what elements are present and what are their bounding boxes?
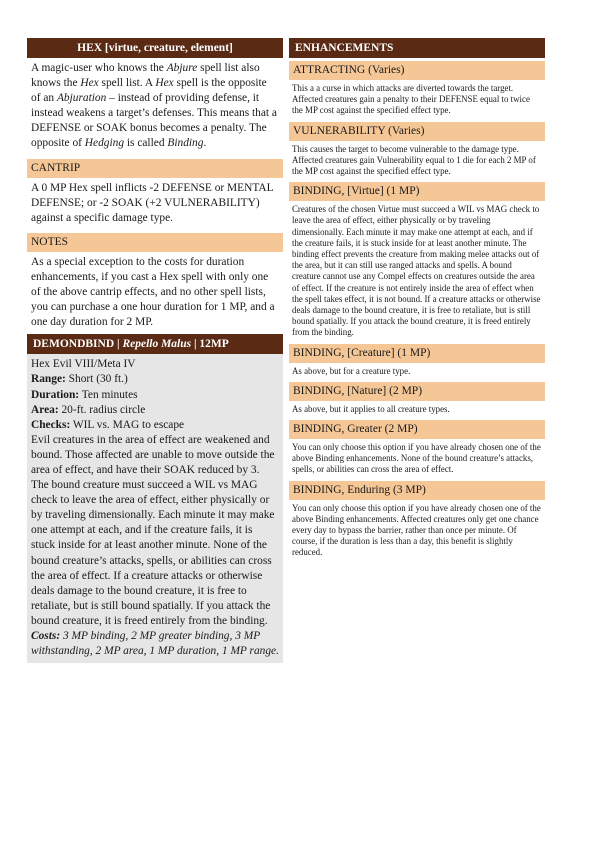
enh-binding-virtue-text: Creatures of the chosen Virtue must succeed a WIL vs MAG check to leave the area of effect, either physically or by traveling dimensionally. Each minute it may make one attempt at each, and if the creature fails, it is stuck inside for at least another minute. The binding effect prevents the creature from making melee attacks out of the area, but it can still use ranged attacks and spells. A bound creature cannot use any Compel effects on creatures outside the area of effect. If the creature is not entirely inside the area of effect when the spell takes effect, it is not bound. If a creature attacks or otherwise deals damage to the bound creature, it is free to retaliate, but is still bound spatially. If you attack the bound creature, it is freed entirely from the binding. bbox=[292, 204, 541, 338]
cantrip-header: CANTRIP bbox=[27, 159, 283, 178]
enh-binding-greater-header: BINDING, Greater (2 MP) bbox=[289, 420, 545, 439]
enhancements-header: ENHANCEMENTS bbox=[289, 38, 545, 58]
enh-attracting-text: This a a curse in which attacks are diverted towards the target. Affected creatures gain a penalty to their DEFENSE equal to twice the MP cost against the specified effect type. bbox=[292, 83, 530, 116]
demonbind-costs: Costs: 3 MP binding, 2 MP greater binding, 3 MP withstanding, 2 MP area, 1 MP duration, 1 MP range. bbox=[31, 630, 279, 658]
notes-header: NOTES bbox=[27, 233, 283, 252]
hex-header: HEX [virtue, creature, element] bbox=[27, 38, 283, 58]
demonbind-checks: Checks: WIL vs. MAG to escape bbox=[31, 418, 185, 431]
enh-binding-virtue-header: BINDING, [Virtue] (1 MP) bbox=[289, 182, 545, 201]
enh-vulnerability-header: VULNERABILITY (Varies) bbox=[289, 122, 545, 141]
enh-binding-creature-header: BINDING, [Creature] (1 MP) bbox=[289, 344, 545, 363]
left-column bbox=[27, 38, 283, 663]
enh-binding-nature-text: As above, but it applies to all creature types. bbox=[292, 403, 450, 414]
demonbind-range: Range: Short (30 ft.) bbox=[31, 373, 128, 386]
hex-description: A magic-user who knows the Abjure spell list also knows the Hex spell list. A Hex spell is the opposite of an Abjuration – instead of providing defense, it instead weakens a target’s defenses. This means that a DEFENSE or SOAK bonus becomes a penalty. The opposite of Hedging is called Binding. bbox=[31, 62, 277, 150]
enh-binding-creature-text: As above, but for a creature type. bbox=[292, 365, 411, 376]
right-column bbox=[289, 38, 545, 564]
cantrip-text: A 0 MP Hex spell inflicts -2 DEFENSE or MENTAL DEFENSE; or -2 SOAK (+2 VULNERABILITY) against a specific damage type. bbox=[31, 181, 274, 224]
enh-attracting-header: ATTRACTING (Varies) bbox=[289, 61, 545, 80]
demonbind-area: Area: 20-ft. radius circle bbox=[31, 403, 146, 416]
notes-text: As a special exception to the costs for duration enhancements, if you cast a Hex spell with only one of the above cantrip effects, and no other spell lists, you can purchase a one hour duration for 1 MP, and a one day duration for 2 MP. bbox=[31, 255, 275, 329]
demonbind-header: DEMONDBIND | Repello Malus | 12MP bbox=[27, 334, 283, 354]
demonbind-duration: Duration: Ten minutes bbox=[31, 388, 138, 401]
demonbind-body bbox=[27, 354, 283, 663]
demonbind-school: Hex Evil VIII/Meta IV bbox=[31, 358, 136, 371]
enh-binding-greater-text: You can only choose this option if you have already chosen one of the above Binding enhancements. None of the bound creature’s attacks, spells, or abilities can cross the area of effect. bbox=[292, 442, 541, 475]
enh-binding-enduring-header: BINDING, Enduring (3 MP) bbox=[289, 481, 545, 500]
enh-binding-enduring-text: You can only choose this option if you have already chosen one of the above Binding enhancements. Affected creatures only get one chance every day to bypass the barrier, rather than once per minute. Of course, if the duration is less than a day, this benefit is slightly reduced. bbox=[292, 502, 541, 558]
enh-binding-nature-header: BINDING, [Nature] (2 MP) bbox=[289, 382, 545, 401]
enh-vulnerability-text: This causes the target to become vulnerable to the damage type. Affected creatures gain Vulnerability equal to 1 die for each 2 MP of the MP cost against the specified effect type. bbox=[292, 143, 536, 177]
demonbind-description: Evil creatures in the area of effect are weakened and bound. Those affected are unable to move outside the area of effect, and have their SOAK reduced by 3. The bound creature must succeed a WIL vs MAG check to leave the area of effect, either physically or by traveling dimensionally. Each minute it may make one attempt at each, and if the creature fails, it is stuck inside for at least another minute. None of the bound creature’s attacks, spells, or abilities can cross the area of effect. If a creature attacks or otherwise deals damage to the bound creature, it is free to retaliate, but is still bound spatially. If you attack the bound creature, it is freed entirely from the binding. bbox=[31, 433, 275, 627]
